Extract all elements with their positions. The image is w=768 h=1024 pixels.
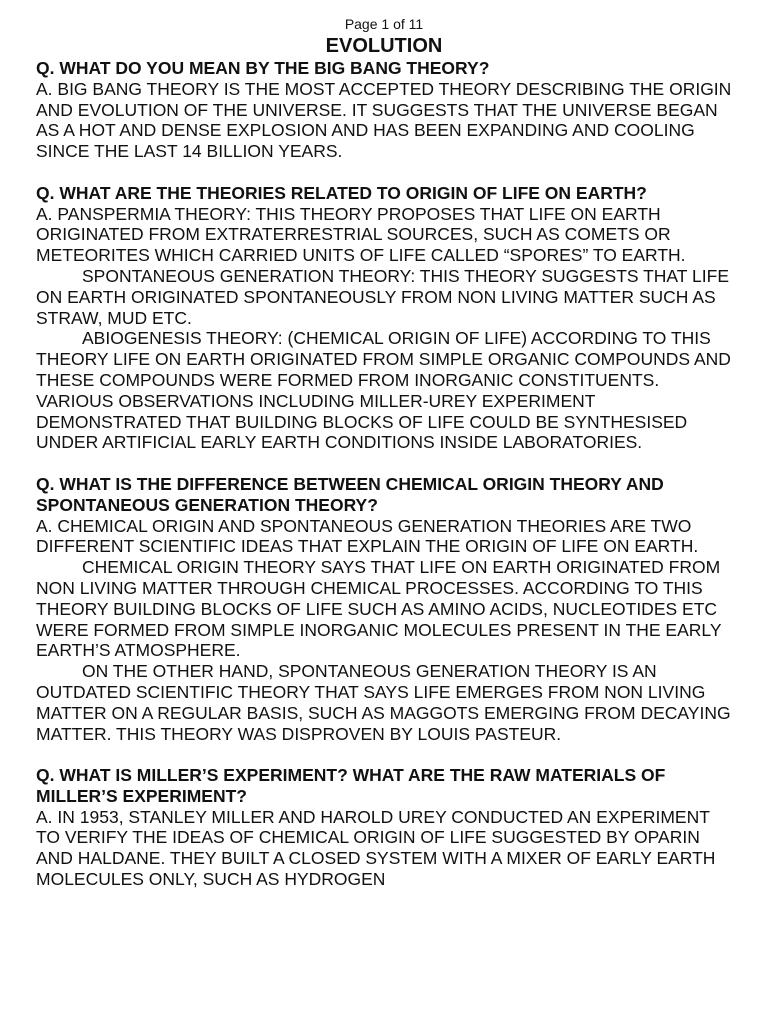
question-heading: Q. WHAT DO YOU MEAN BY THE BIG BANG THEORY?: [36, 58, 490, 78]
question-heading: Q. WHAT IS MILLER’S EXPERIMENT? WHAT ARE THE RAW MATERIALS OF MILLER’S EXPERIMENT?: [36, 765, 666, 806]
answer-paragraph: CHEMICAL ORIGIN THEORY SAYS THAT LIFE ON EARTH ORIGINATED FROM NON LIVING MATTER THROUGH CHEMICAL PROCESSES. ACCORDING TO THIS THEORY BUILDING BLOCKS OF LIFE SUCH AS AMINO ACIDS, NUCLEOTIDES ETC WERE FORMED FROM SIMPLE INORGANIC MOLECULES PRESENT IN THE EARLY EARTH’S ATMOSPHERE.: [36, 557, 722, 661]
section-spacer: [36, 162, 732, 183]
answer-paragraph: ABIOGENESIS THEORY: (CHEMICAL ORIGIN OF LIFE) ACCORDING TO THIS THEORY LIFE ON EARTH ORIGINATED FROM SIMPLE ORGANIC COMPOUNDS AND THESE COMPOUNDS WERE FORMED FROM INORGANIC CONSTITUENTS. VARIOUS OBSERVATIONS INCLUDING MILLER-UREY EXPERIMENT DEMONSTRATED THAT BUILDING BLOCKS OF LIFE COULD BE SYNTHESISED UNDER ARTIFICIAL EARLY EARTH CONDITIONS INSIDE LABORATORIES.: [36, 328, 731, 453]
answer-paragraph: A. PANSPERMIA THEORY: THIS THEORY PROPOSES THAT LIFE ON EARTH ORIGINATED FROM EXTRATERRESTRIAL SOURCES, SUCH AS COMETS OR METEORITES WHICH CARRIED UNITS OF LIFE CALLED “SPORES” TO EARTH.: [36, 203, 686, 266]
answer-paragraph: SPONTANEOUS GENERATION THEORY: THIS THEORY SUGGESTS THAT LIFE ON EARTH ORIGINATED SPONTANEOUSLY FROM NON LIVING MATTER SUCH AS STRAW, MUD ETC.: [36, 265, 729, 328]
page-number: Page 1 of 11: [344, 16, 424, 32]
section-spacer: [36, 453, 732, 474]
answer-paragraph: A. CHEMICAL ORIGIN AND SPONTANEOUS GENERATION THEORIES ARE TWO DIFFERENT SCIENTIFIC IDEAS THAT EXPLAIN THE ORIGIN OF LIFE ON EARTH.: [36, 515, 699, 557]
question-heading: Q. WHAT IS THE DIFFERENCE BETWEEN CHEMICAL ORIGIN THEORY AND SPONTANEOUS GENERATION THEORY?: [36, 473, 664, 515]
question-heading: Q. WHAT ARE THE THEORIES RELATED TO ORIGIN OF LIFE ON EARTH?: [36, 182, 647, 203]
answer-paragraph: A. BIG BANG THEORY IS THE MOST ACCEPTED THEORY DESCRIBING THE ORIGIN AND EVOLUTION OF THE UNIVERSE. IT SUGGESTS THAT THE UNIVERSE BEGAN AS A HOT AND DENSE EXPLOSION AND HAS BEEN EXPANDING AND COOLING SINCE THE LAST 14 BILLION YEARS.: [36, 78, 732, 162]
document-title: EVOLUTION: [325, 35, 443, 57]
answer-paragraph: A. IN 1953, STANLEY MILLER AND HAROLD UREY CONDUCTED AN EXPERIMENT TO VERIFY THE IDEAS OF CHEMICAL ORIGIN OF LIFE SUGGESTED BY OPARIN AND HALDANE. THEY BUILT A CLOSED SYSTEM WITH A MIXER OF EARLY EARTH MOLECULES ONLY, SUCH AS HYDROGEN: [36, 806, 716, 890]
answer-paragraph: ON THE OTHER HAND, SPONTANEOUS GENERATION THEORY IS AN OUTDATED SCIENTIFIC THEORY THAT SAYS LIFE EMERGES FROM NON LIVING MATTER ON A REGULAR BASIS, SUCH AS MAGGOTS EMERGING FROM DECAYING MATTER. THIS THEORY WAS DISPROVEN BY LOUIS PASTEUR.: [36, 661, 731, 744]
section-spacer: [36, 744, 732, 765]
